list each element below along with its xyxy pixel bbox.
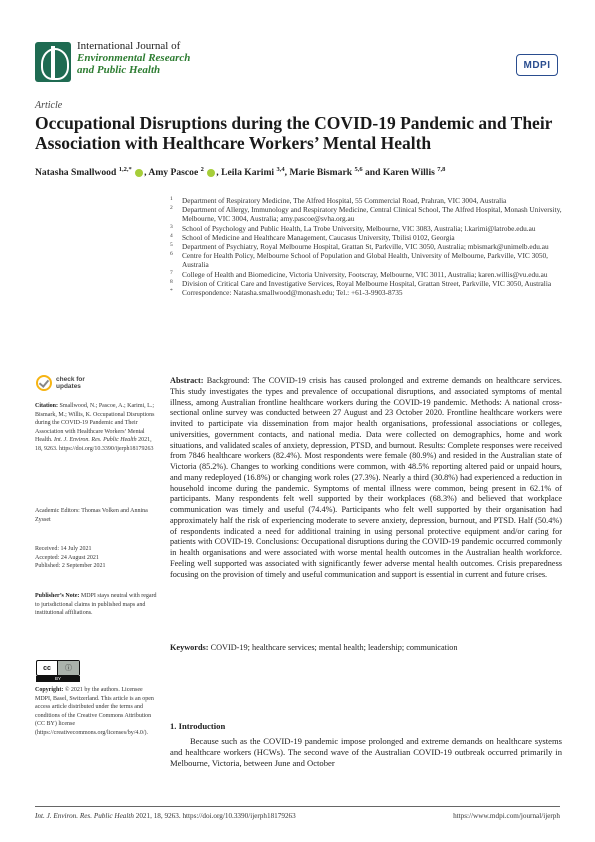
date-received: Received: 14 July 2021	[35, 546, 92, 552]
affiliation-item	[170, 196, 565, 205]
affiliation-item	[170, 233, 565, 242]
footer-citation	[35, 812, 296, 820]
citation-doi[interactable]: 2021, 18, 9263. https://doi.org/10.3390/ijerph18179263	[35, 437, 154, 452]
affiliation-text: Division of Critical Care and Investigative Services, Royal Melbourne Hospital, Grattan Street, Parkville, VIC 3050, Australia	[182, 278, 552, 288]
check-updates-line1: check for	[56, 376, 85, 383]
affiliation-text: Department of Respiratory Medicine, The Alfred Hospital, 55 Commercial Road, Prahran, VIC 3004, Australia	[182, 196, 507, 205]
author-name[interactable]: Leila Karimi	[221, 167, 275, 179]
affiliation-number: 3	[170, 223, 173, 230]
author-name[interactable]: Karen Willis	[382, 167, 435, 179]
author-affil-marker: 7,8	[437, 166, 446, 173]
mdpi-logo[interactable]	[516, 54, 558, 76]
affiliation-number: 5	[170, 242, 173, 249]
keywords-label: Keywords:	[170, 643, 209, 652]
affiliation-number: 1	[170, 196, 173, 202]
academic-editors: Academic Editors: Thomas Volken and Annina Zysset	[35, 508, 148, 523]
footer-journal: Int. J. Environ. Res. Public Health	[35, 812, 134, 820]
affiliation-number: 6	[170, 251, 173, 258]
article-title: Occupational Disruptions during the COVID-19 Pandemic and Their Association with Healthcare Workers’ Mental Health	[35, 113, 553, 153]
author-name[interactable]: Natasha Smallwood	[35, 167, 117, 179]
journal-name-line3: and Public Health	[77, 64, 161, 76]
affiliation-text: School of Medicine and Healthcare Management, Caucasus University, Tbilisi 0102, Georgia	[182, 232, 455, 242]
journal-name	[77, 40, 190, 76]
abstract	[170, 376, 562, 580]
keywords-text: COVID-19; healthcare services; mental health; leadership; communication	[210, 643, 458, 652]
attribution-icon: ⓘ	[58, 661, 79, 675]
author-affil-marker: 1,2,*	[118, 166, 132, 173]
date-accepted: Accepted: 24 August 2021	[35, 554, 99, 561]
section-heading: 1. Introduction	[170, 721, 226, 731]
correspondence-text: Correspondence: Natasha.smallwood@monash.edu; Tel.: +61-3-9903-8735	[182, 288, 403, 298]
affiliation-list	[170, 196, 565, 297]
author-name[interactable]: Marie Bismark	[289, 167, 353, 179]
footer-url[interactable]: https://www.mdpi.com/journal/ijerph	[453, 812, 560, 820]
keywords	[170, 643, 562, 654]
publisher-note-label: Publisher’s Note:	[35, 593, 80, 599]
abstract-label: Abstract:	[170, 376, 204, 385]
affiliation-item	[170, 242, 565, 251]
author-affil-marker: 3,4	[276, 166, 285, 173]
affiliation-item	[170, 279, 565, 288]
publisher-note	[35, 592, 157, 618]
author-name[interactable]: Amy Pascoe	[148, 167, 199, 179]
affiliation-number: 8	[170, 278, 173, 285]
affiliation-item	[170, 270, 565, 279]
affiliation-text: Centre for Health Policy, Melbourne School of Population and Global Health, University of Melbourne, Parkville, VIC 3050, Australia	[182, 251, 548, 270]
copyright-text: © 2021 by the authors. Licensee MDPI, Basel, Switzerland. This article is an open access article distributed under the terms and conditions of the Creative Commons Attribution (CC BY) license (https://creativecommons.org/licenses/by/4.0/).	[35, 687, 154, 736]
author-affil-marker: 5,6	[354, 166, 363, 173]
journal-name-line2: Environmental Research	[77, 52, 191, 64]
affiliation-number: *	[170, 288, 173, 295]
citation-block	[35, 402, 157, 454]
cc-by-label: BY	[36, 676, 80, 682]
article-type: Article	[35, 100, 63, 111]
affiliation-number: 2	[170, 205, 173, 212]
check-for-updates-button[interactable]	[36, 375, 85, 391]
correspondence	[170, 288, 565, 297]
affiliation-item	[170, 205, 565, 223]
author-affil-marker: 2	[200, 166, 204, 173]
affiliation-number: 4	[170, 232, 173, 239]
citation-label: Citation:	[35, 403, 58, 409]
author-list: Natasha Smallwood $^{1,2,*}$ , Amy Pascoe $^2$ , Leila Karimi $^{3,4}$, Marie Bismark $^{5,6}$ and Karen Willis $^{7,8}$	[35, 166, 446, 179]
affiliation-text: School of Psychology and Public Health, La Trobe University, Melbourne, VIC 3083, Australia; l.karimi@latrobe.edu.au	[182, 223, 536, 233]
citation-text: Smallwood, N.; Pascoe, A.; Karimi, L.; Bismark, M.; Willis, K. Occupational Disruptions during the COVID-19 Pandemic and Their Association with Healthcare Workers’ Mental Health.	[35, 403, 155, 444]
affiliation-item	[170, 224, 565, 233]
footer-divider	[35, 806, 560, 807]
affiliation-text: Department of Allergy, Immunology and Respiratory Medicine, Central Clinical School, The Alfred Hospital, Monash University, Melbourne, VIC 3004, Australia; amy.pascoe@svha.org.au	[182, 205, 562, 224]
affiliation-number: 7	[170, 269, 173, 276]
dates-block	[35, 545, 157, 571]
copyright-label: Copyright:	[35, 687, 64, 693]
affiliation-text: Department of Psychiatry, Royal Melbourne Hospital, Grattan St, Parkville, VIC 3050, Australia; mbismark@unimelb.edu.au	[182, 242, 549, 252]
journal-name-line1: International Journal of	[77, 40, 181, 52]
citation-journal: Int. J. Environ. Res. Public Health	[54, 437, 137, 444]
cc-license-icon[interactable]	[36, 660, 80, 676]
copyright-block	[35, 686, 157, 738]
mdpi-logo-text: MDPI	[523, 59, 551, 71]
cc-icon: cc	[37, 661, 58, 675]
intro-paragraph: Because such as the COVID-19 pandemic impose prolonged and extreme demands on healthcare systems and healthcare workers (HCWs). The second wave of the Australian COVID-19 outbreak occurred primarily in Melbourne, Victoria, between June and October	[170, 736, 562, 769]
publisher-note-text: MDPI stays neutral with regard to jurisdictional claims in published maps and institutional affiliations.	[35, 593, 157, 617]
check-updates-line2: updates	[56, 383, 81, 390]
date-published: Published: 2 September 2021	[35, 563, 106, 570]
affiliation-item	[170, 251, 565, 269]
journal-logo-icon	[35, 42, 71, 82]
journal-header	[35, 40, 190, 88]
abstract-text: Background: The COVID-19 crisis has caused prolonged and extreme demands on healthcare services. This study investigates the types and prevalence of occupational disruptions, and associated symptoms of mental illness, among Australian frontline healthcare workers during the COVID-19 pandemic. Methods: A national cross-sectional online survey was conducted between 27 August and 23 October 2020. Frontline healthcare workers were invited to participate via dissemination from major health organisations, professional associations or colleges, universities, government contacts, and national media. Data were collected on demographics, home and work situations, and validated scales of anxiety, depression, PTSD, and burnout. Results: Complete responses were received from 7846 healthcare workers (82.4%). Most respondents were female (80.9%) and resided in the Australian state of Victoria (85.2%). Changes to working conditions were common, with 48.5% reporting altered paid or unpaid hours, and many redeployed (16.8%) or changing work roles (27.3%). Nearly a third (30.8%) had experienced a reduction in household income during the pandemic. Symptoms of mental illness were common, being present in 62.1% of participants. Many respondents felt well supported by their workplaces (68.3%) and believed that workplace communication was timely and useful (74.4%). Participants who felt well supported by their organisation had approximately half the risk of experiencing moderate to severe anxiety, depression, burnout, and PTSD. Half (50.4%) of respondents indicated a need for additional training in using personal protective equipment and/or caring for patients with COVID-19. Conclusions: Occupational disruptions during the COVID-19 pandemic occurred commonly in health organisations and were associated with worse mental health outcomes in the Australian health workforce. Feeling well supported was associated with significantly fewer adverse mental health outcomes. Crisis preparedness focusing on the provision of timely and useful communication and support is essential in current and future crises.	[170, 376, 562, 579]
footer-cite[interactable]: 2021, 18, 9263. https://doi.org/10.3390/ijerph18179263	[135, 812, 296, 820]
orcid-icon[interactable]	[207, 169, 215, 177]
check-updates-icon	[36, 375, 52, 391]
affiliation-text: College of Health and Biomedicine, Victoria University, Footscray, Melbourne, VIC 3011, Australia; karen.willis@vu.edu.au	[182, 269, 548, 279]
orcid-icon[interactable]	[135, 169, 143, 177]
